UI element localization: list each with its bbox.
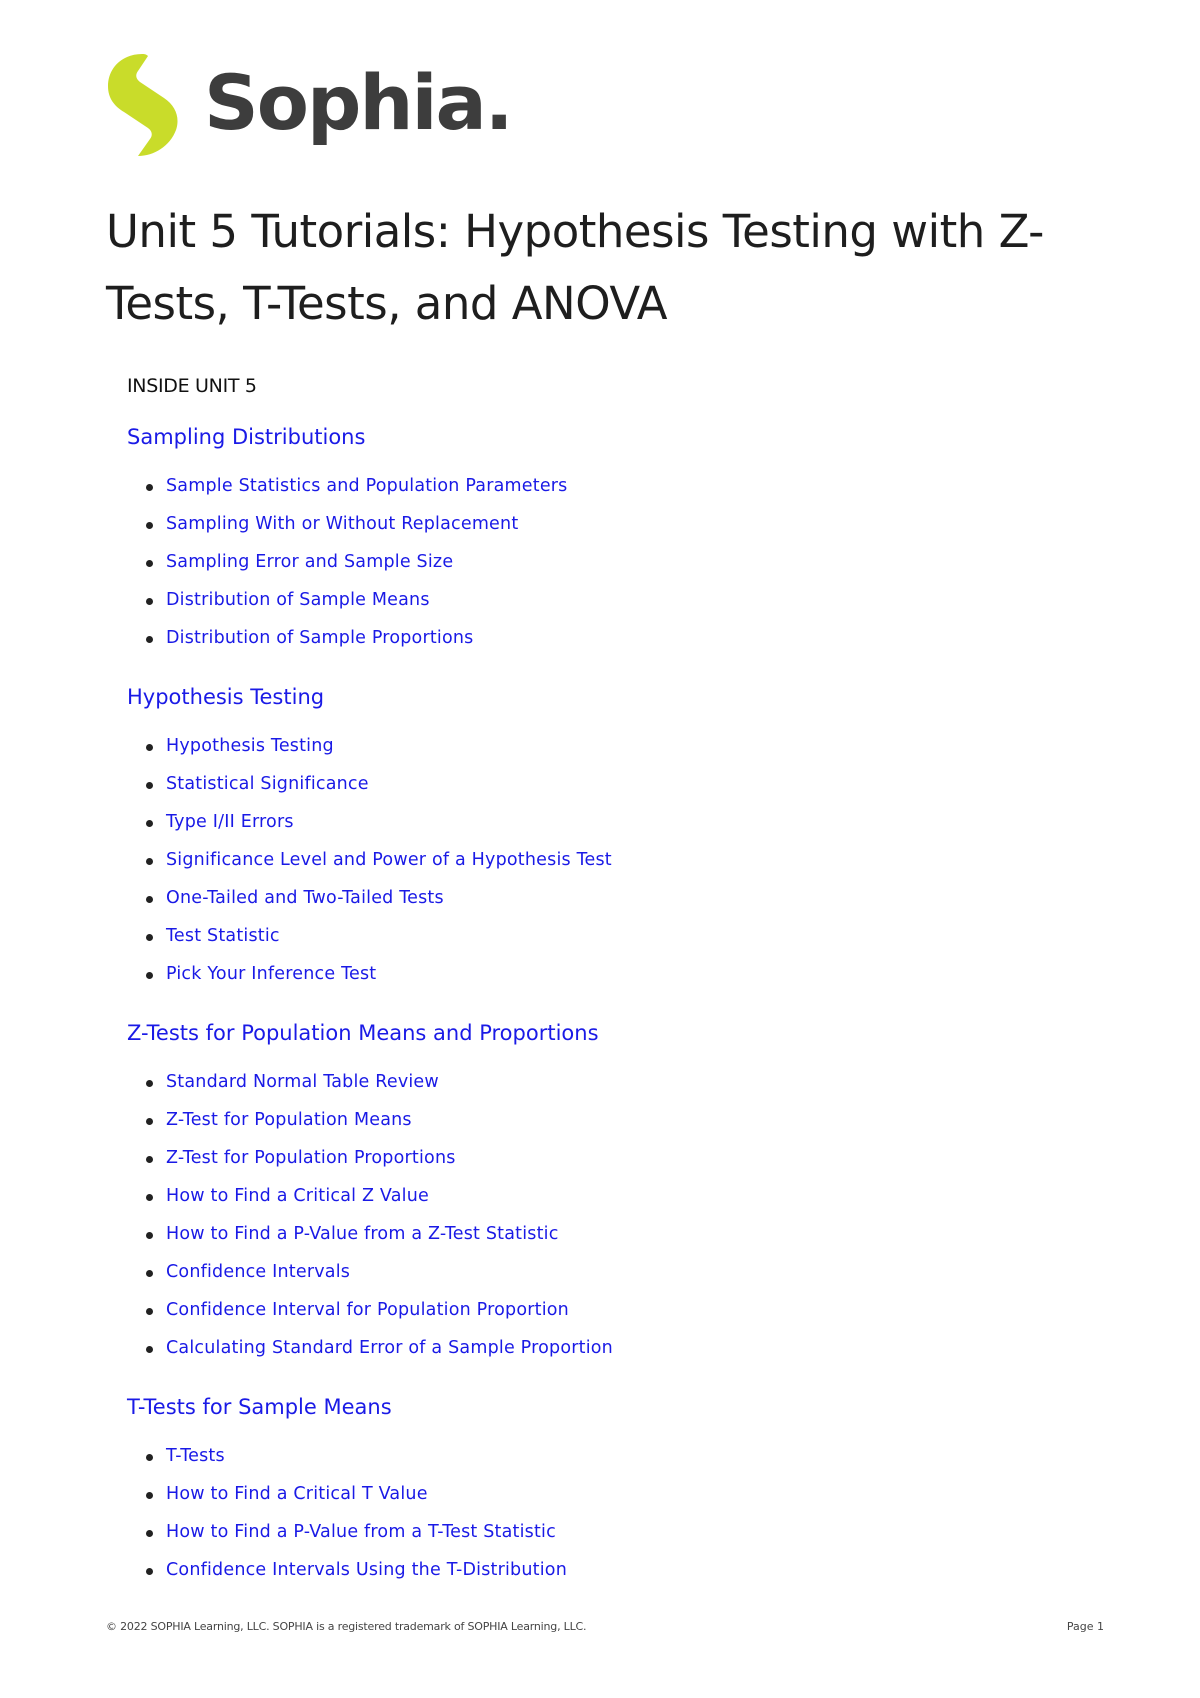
tutorial-link[interactable]: Test Statistic: [127, 922, 1077, 960]
bullet-icon: [146, 782, 153, 789]
bullet-icon: [146, 972, 153, 979]
footer-copyright: © 2022 SOPHIA Learning, LLC. SOPHIA is a registered trademark of SOPHIA Learning, LLC.: [106, 1620, 587, 1633]
tutorial-link[interactable]: Z-Test for Population Proportions: [127, 1144, 1077, 1182]
tutorial-link[interactable]: Distribution of Sample Proportions: [127, 624, 1077, 662]
tutorial-link[interactable]: Statistical Significance: [127, 770, 1077, 808]
section-sampling-distributions: [127, 422, 1077, 662]
tutorial-link[interactable]: Confidence Interval for Population Proportion: [127, 1296, 1077, 1334]
tutorial-link[interactable]: Hypothesis Testing: [127, 732, 1077, 770]
section-item-list: [127, 732, 1077, 998]
tutorial-link[interactable]: Confidence Intervals Using the T-Distribution: [127, 1556, 1077, 1594]
tutorial-link[interactable]: Significance Level and Power of a Hypothesis Test: [127, 846, 1077, 884]
bullet-icon: [146, 598, 153, 605]
tutorial-link[interactable]: Standard Normal Table Review: [127, 1068, 1077, 1106]
bullet-icon: [146, 858, 153, 865]
tutorial-link[interactable]: How to Find a P-Value from a Z-Test Statistic: [127, 1220, 1077, 1258]
page-title: Unit 5 Tutorials: Hypothesis Testing with Z-Tests, T-Tests, and ANOVA: [106, 205, 1044, 330]
section-heading-link[interactable]: Sampling Distributions: [127, 425, 366, 449]
section-heading-link[interactable]: T-Tests for Sample Means: [127, 1395, 392, 1419]
footer-page-number: Page 1: [1066, 1620, 1104, 1633]
sophia-logo-mark-icon: [104, 52, 182, 162]
tutorial-link[interactable]: Confidence Intervals: [127, 1258, 1077, 1296]
tutorial-link[interactable]: How to Find a P-Value from a T-Test Statistic: [127, 1518, 1077, 1556]
section-t-tests: [127, 1392, 1077, 1594]
tutorial-link[interactable]: Type I/II Errors: [127, 808, 1077, 846]
bullet-icon: [146, 1454, 153, 1461]
bullet-icon: [146, 896, 153, 903]
tutorial-link[interactable]: Sample Statistics and Population Parameters: [127, 472, 1077, 510]
bullet-icon: [146, 560, 153, 567]
bullet-icon: [146, 1194, 153, 1201]
section-item-list: [127, 472, 1077, 662]
bullet-icon: [146, 1346, 153, 1353]
section-item-list: [127, 1068, 1077, 1372]
bullet-icon: [146, 1568, 153, 1575]
tutorial-link[interactable]: Sampling Error and Sample Size: [127, 548, 1077, 586]
tutorial-link[interactable]: Calculating Standard Error of a Sample Proportion: [127, 1334, 1077, 1372]
unit-contents: [127, 372, 1077, 1614]
section-z-tests: [127, 1018, 1077, 1372]
bullet-icon: [146, 934, 153, 941]
tutorial-link[interactable]: One-Tailed and Two-Tailed Tests: [127, 884, 1077, 922]
inside-unit-label: INSIDE UNIT 5: [127, 375, 257, 397]
bullet-icon: [146, 1530, 153, 1537]
bullet-icon: [146, 484, 153, 491]
section-item-list: [127, 1442, 1077, 1594]
tutorial-link[interactable]: Pick Your Inference Test: [127, 960, 1077, 998]
sophia-logo: [104, 52, 512, 162]
bullet-icon: [146, 744, 153, 751]
section-heading-link[interactable]: Z-Tests for Population Means and Proportions: [127, 1021, 599, 1045]
bullet-icon: [146, 1232, 153, 1239]
tutorial-link[interactable]: Sampling With or Without Replacement: [127, 510, 1077, 548]
section-hypothesis-testing: [127, 682, 1077, 998]
tutorial-link[interactable]: How to Find a Critical T Value: [127, 1480, 1077, 1518]
bullet-icon: [146, 522, 153, 529]
bullet-icon: [146, 1308, 153, 1315]
bullet-icon: [146, 636, 153, 643]
tutorial-link[interactable]: Z-Test for Population Means: [127, 1106, 1077, 1144]
tutorial-link[interactable]: How to Find a Critical Z Value: [127, 1182, 1077, 1220]
tutorial-link[interactable]: Distribution of Sample Means: [127, 586, 1077, 624]
section-heading-link[interactable]: Hypothesis Testing: [127, 685, 325, 709]
tutorial-link[interactable]: T-Tests: [127, 1442, 1077, 1480]
bullet-icon: [146, 1118, 153, 1125]
bullet-icon: [146, 1492, 153, 1499]
sophia-logo-text: Sophia.: [204, 58, 512, 147]
bullet-icon: [146, 1156, 153, 1163]
bullet-icon: [146, 1270, 153, 1277]
bullet-icon: [146, 1080, 153, 1087]
bullet-icon: [146, 820, 153, 827]
